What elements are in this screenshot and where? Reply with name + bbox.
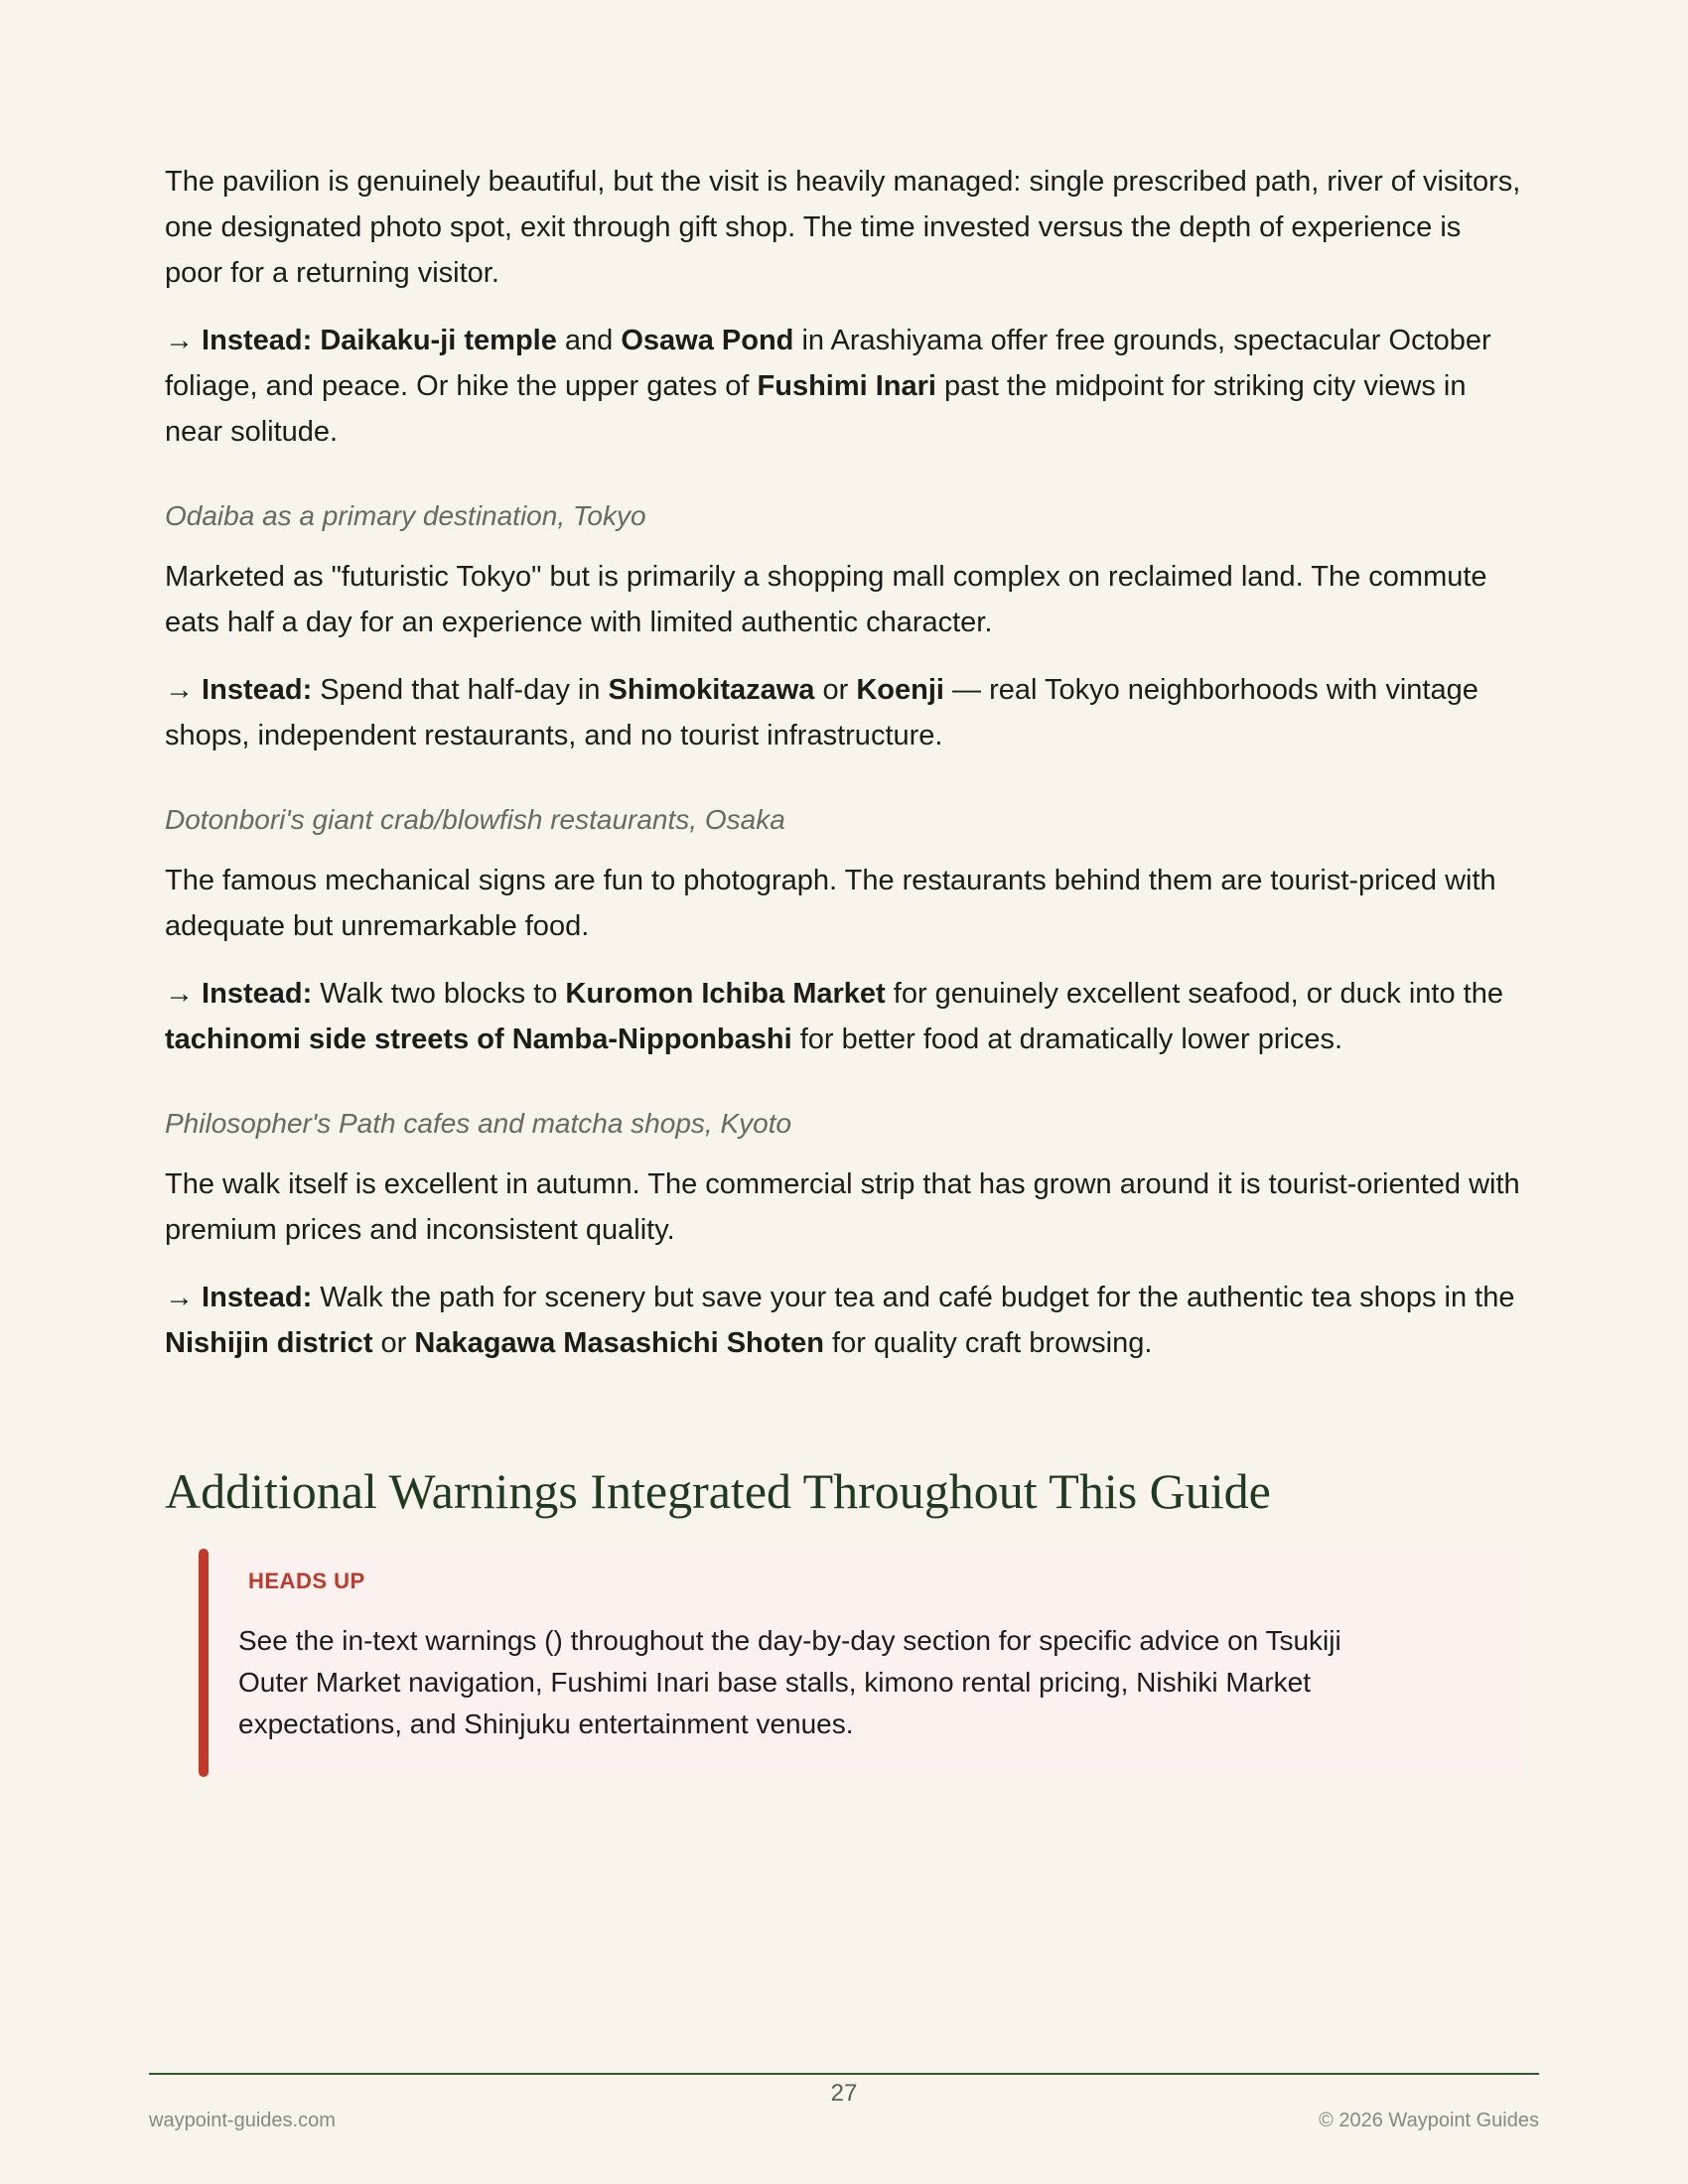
instead-recommendation: → Instead: Walk two blocks to Kuromon Ichiba Market for genuinely excellent seafood, or duck into the tachinomi side streets of Namba-Nipponbashi for better food at dramatically lower prices. bbox=[165, 978, 1503, 1055]
callout-text: See the in-text warnings () throughout the day-by-day section for specific advice on Tsukiji Outer Market navigation, Fushimi Inari base stalls, kimono rental pricing, Nishiki Market expectations, and Shinjuku entertainment venues. bbox=[238, 1625, 1341, 1739]
page-content bbox=[165, 159, 1525, 1777]
place-name: Nakagawa Masashichi Shoten bbox=[414, 1327, 824, 1359]
footer-site: waypoint-guides.com bbox=[149, 2110, 336, 2131]
footer-copyright: © 2026 Waypoint Guides bbox=[1319, 2110, 1539, 2131]
section-heading: Dotonbori's giant crab/blowfish restaurants, Osaka bbox=[165, 804, 785, 835]
instead-recommendation: → Instead: Walk the path for scenery but save your tea and café budget for the authentic tea shops in the Nishijin district or Nakagawa Masashichi Shoten for quality craft browsing. bbox=[165, 1282, 1515, 1359]
section-description: The famous mechanical signs are fun to photograph. The restaurants behind them are tourist-priced with adequate but unremarkable food. bbox=[165, 865, 1496, 942]
place-name: Kuromon Ichiba Market bbox=[565, 978, 886, 1010]
place-name: Koenji bbox=[856, 674, 944, 706]
place-name: Nishijin district bbox=[165, 1327, 373, 1359]
place-name: Fushimi Inari bbox=[757, 370, 936, 402]
instead-recommendation: → Instead: Daikaku-ji temple and Osawa Pond in Arashiyama offer free grounds, spectacular October foliage, and peace. Or hike the upper gates of Fushimi Inari past the midpoint for striking city views in near solitude. bbox=[165, 325, 1491, 448]
instead-prefix: → Instead: bbox=[165, 674, 313, 706]
heads-up-callout bbox=[199, 1549, 1525, 1777]
instead-recommendation: → Instead: Spend that half-day in Shimokitazawa or Koenji — real Tokyo neighborhoods with vintage shops, independent restaurants, and no tourist infrastructure. bbox=[165, 674, 1478, 751]
footer-divider bbox=[149, 2073, 1539, 2075]
warnings-title: Additional Warnings Integrated Throughout This Guide bbox=[165, 1463, 1271, 1519]
instead-prefix: → Instead: bbox=[165, 1282, 313, 1313]
instead-prefix: → Instead: bbox=[165, 325, 313, 356]
place-name: tachinomi side streets of Namba-Nipponbashi bbox=[165, 1024, 792, 1055]
section-description: The pavilion is genuinely beautiful, but the visit is heavily managed: single prescribed path, river of visitors, one designated photo spot, exit through gift shop. The time invested versus the depth of experience is poor for a returning visitor. bbox=[165, 166, 1521, 289]
callout-accent-bar bbox=[199, 1549, 209, 1777]
section-description: Marketed as "futuristic Tokyo" but is primarily a shopping mall complex on reclaimed land. The commute eats half a day for an experience with limited authentic character. bbox=[165, 561, 1487, 638]
section-description: The walk itself is excellent in autumn. The commercial strip that has grown around it is tourist-oriented with premium prices and inconsistent quality. bbox=[165, 1168, 1520, 1246]
place-name: Daikaku-ji temple bbox=[320, 325, 557, 356]
page-number: 27 bbox=[830, 2080, 858, 2107]
instead-prefix: → Instead: bbox=[165, 978, 313, 1010]
section-heading: Odaiba as a primary destination, Tokyo bbox=[165, 500, 646, 531]
place-name: Osawa Pond bbox=[621, 325, 794, 356]
callout-label: HEADS UP bbox=[248, 1569, 365, 1593]
place-name: Shimokitazawa bbox=[608, 674, 815, 706]
section-heading: Philosopher's Path cafes and matcha shops, Kyoto bbox=[165, 1108, 792, 1139]
